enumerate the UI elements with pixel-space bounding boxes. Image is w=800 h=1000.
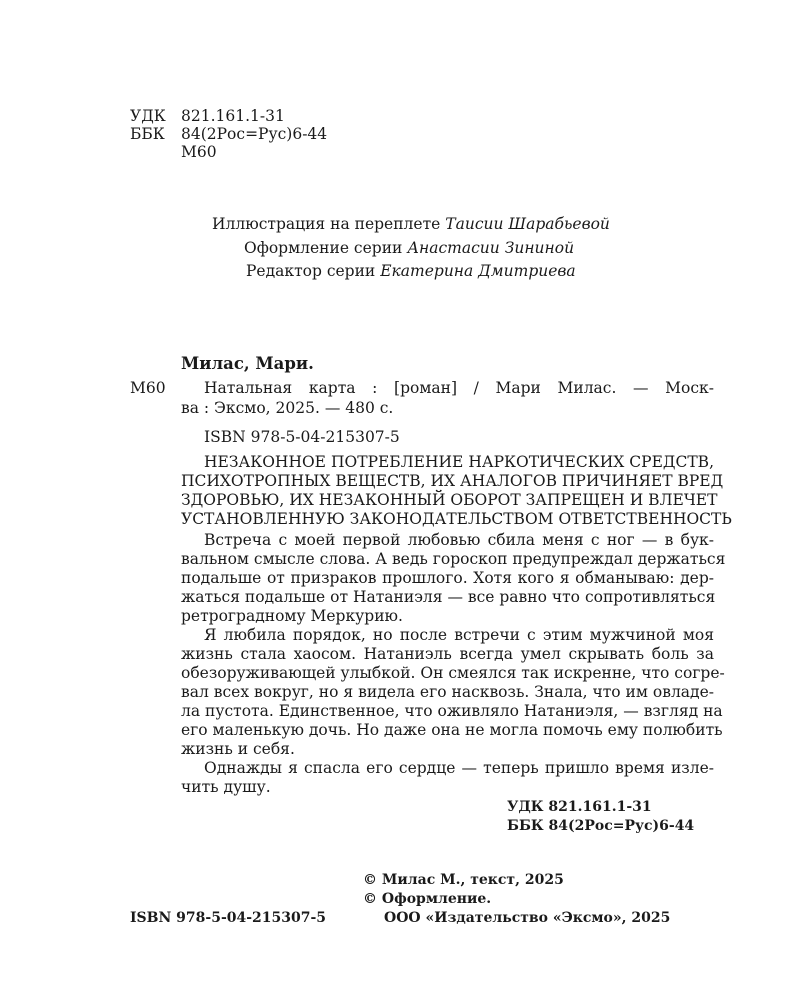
annotation-line: Я любила порядок, но после встречи с этим мужчиной моя <box>204 626 714 644</box>
annotation-line: чить душу. <box>181 778 271 796</box>
catalog-entry-line2: ва : Эксмо, 2025. — 480 с. <box>181 399 394 417</box>
annotation-line: Однажды я спасла его сердце — теперь пришло время изле- <box>204 759 714 777</box>
warning-line: ЗДОРОВЬЮ, ИХ НЕЗАКОННЫЙ ОБОРОТ ЗАПРЕЩЕН И ВЛЕЧЕТ <box>181 491 718 509</box>
author-mark-top: М60 <box>181 143 217 161</box>
author-heading: Милас, Мари. <box>181 354 314 373</box>
credit-illustration <box>212 214 610 234</box>
warning-line: НЕЗАКОННОЕ ПОТРЕБЛЕНИЕ НАРКОТИЧЕСКИХ СРЕДСТВ, <box>204 453 714 471</box>
annotation-line: вал всех вокруг, но я видела его насквозь. Знала, что им овладе- <box>181 683 714 701</box>
udk-repeat: УДК 821.161.1-31 <box>507 799 652 815</box>
udk-value: 821.161.1-31 <box>181 107 285 125</box>
annotation-line: жизнь стала хаосом. Натаниэль всегда умел скрывать боль за <box>181 645 714 663</box>
credit-role: Оформление серии <box>244 239 403 257</box>
warning-line: ПСИХОТРОПНЫХ ВЕЩЕСТВ, ИХ АНАЛОГОВ ПРИЧИНЯЕТ ВРЕД <box>181 472 724 490</box>
annotation-line: ретроградному Меркурию. <box>181 607 403 625</box>
credit-series-design <box>244 238 574 258</box>
copyright-text: © Милас М., текст, 2025 <box>363 872 564 888</box>
annotation-line: Встреча с моей первой любовью сбила меня с ног — в бук- <box>204 531 714 549</box>
bottom-isbn: ISBN 978-5-04-215307-5 <box>130 910 327 926</box>
bbk-repeat: ББК 84(2Рос=Рус)6-44 <box>507 818 695 834</box>
copyright-design: © Оформление. <box>363 891 492 907</box>
warning-line: УСТАНОВЛЕННУЮ ЗАКОНОДАТЕЛЬСТВОМ ОТВЕТСТВЕННОСТЬ <box>181 510 732 528</box>
annotation-line: его маленькую дочь. Но даже она не могла помочь ему полюбить <box>181 721 723 739</box>
copyright-publisher: ООО «Издательство «Эксмо», 2025 <box>384 910 671 926</box>
catalog-isbn: ISBN 978-5-04-215307-5 <box>204 428 400 446</box>
catalog-mark: М60 <box>130 379 166 397</box>
annotation-line: жаться подальше от Натаниэля — все равно что сопротивляться <box>181 588 716 606</box>
annotation-line: обезоруживающей улыбкой. Он смеялся так искренне, что согре- <box>181 664 725 682</box>
annotation-line: вальном смысле слова. А ведь гороскоп предупреждал держаться <box>181 550 726 568</box>
annotation-line: ла пустота. Единственное, что оживляло Натаниэля, — взгляд на <box>181 702 723 720</box>
catalog-entry-line1: Натальная карта : [роман] / Мари Милас. — Моск- <box>204 379 714 397</box>
credit-name: Анастасии Зининой <box>407 239 575 257</box>
annotation-line: жизнь и себя. <box>181 740 295 758</box>
credit-name: Екатерина Дмитриева <box>380 262 576 280</box>
credit-role: Редактор серии <box>246 262 376 280</box>
annotation-line: подальше от призраков прошлого. Хотя кого я обманываю: дер- <box>181 569 714 587</box>
credit-role: Иллюстрация на переплете <box>212 215 441 233</box>
udk-label: УДК <box>130 107 166 125</box>
bbk-label: ББК <box>130 125 165 143</box>
bbk-value: 84(2Рос=Рус)6-44 <box>181 125 328 143</box>
credit-name: Таисии Шарабьевой <box>445 215 610 233</box>
credit-series-editor <box>246 261 576 281</box>
